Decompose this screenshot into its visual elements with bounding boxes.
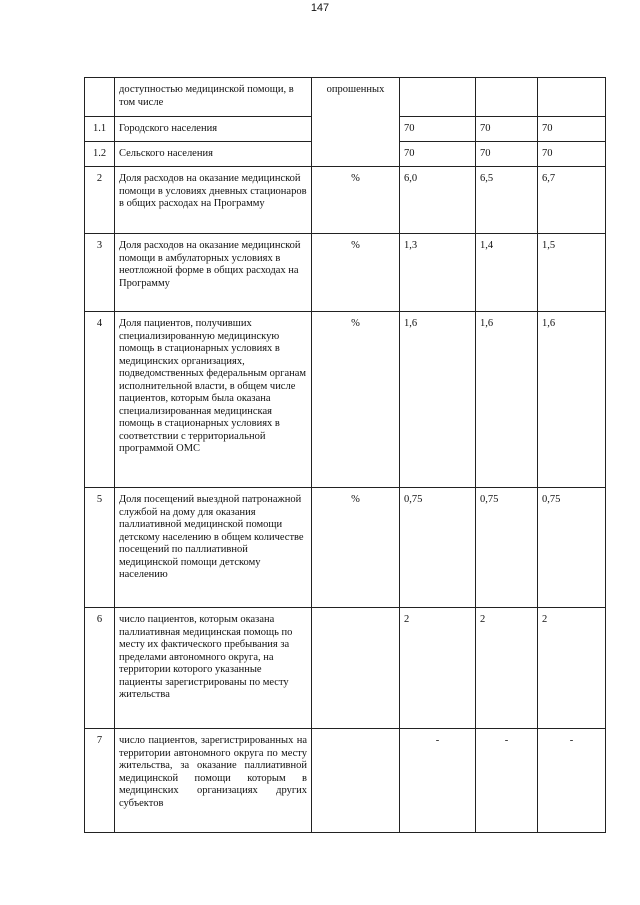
row-number [85,78,115,117]
value-cell: 1,6 [476,312,538,488]
unit-cell [312,729,400,833]
value-cell: 70 [476,117,538,142]
indicator-name: Городского населения [115,117,312,142]
indicators-table [84,77,606,833]
page-number: 147 [310,2,330,14]
table-row [85,608,606,729]
table-row [85,78,606,117]
table-row [85,729,606,833]
row-number: 5 [85,488,115,608]
unit-cell: % [312,167,400,234]
table-row [85,167,606,234]
value-cell [400,78,476,117]
row-number: 6 [85,608,115,729]
table-row [85,312,606,488]
value-cell: 6,5 [476,167,538,234]
indicator-name: Доля расходов на оказание медицинской помощи в условиях дневных стационаров в общих расходах на Программу [115,167,312,234]
value-cell: 1,5 [538,234,606,312]
value-cell: - [538,729,606,833]
value-cell: 70 [538,117,606,142]
value-cell [538,78,606,117]
row-number: 1.2 [85,142,115,167]
table-row [85,488,606,608]
indicator-name: доступностью медицинской помощи, в том числе [115,78,312,117]
unit-cell: % [312,312,400,488]
value-cell [476,78,538,117]
value-cell: 70 [400,142,476,167]
value-cell: 70 [538,142,606,167]
value-cell: 0,75 [476,488,538,608]
value-cell: 1,6 [400,312,476,488]
value-cell: - [400,729,476,833]
indicator-name: Сельского населения [115,142,312,167]
value-cell: 2 [476,608,538,729]
unit-cell: % [312,234,400,312]
indicator-name: Доля пациентов, получивших специализированную медицинскую помощь в стационарных условиях в медицинских организациях, подведомственных федеральным органам исполнительной власти, в общем числе пациентов, которым была оказана специализированная медицинская помощь в стационарных условиях в соответствии с территориальной программой ОМС [115,312,312,488]
value-cell: 0,75 [400,488,476,608]
row-number: 1.1 [85,117,115,142]
row-number: 2 [85,167,115,234]
indicator-name: Доля расходов на оказание медицинской помощи в амбулаторных условиях в неотложной форме в общих расходах на Программу [115,234,312,312]
value-cell: 6,0 [400,167,476,234]
indicator-name: Доля посещений выездной патронажной службой на дому для оказания паллиативной медицинской помощи детскому населению в общем количестве посещений по паллиативной медицинской помощи детскому населению [115,488,312,608]
value-cell: - [476,729,538,833]
value-cell: 70 [400,117,476,142]
value-cell: 2 [400,608,476,729]
value-cell: 1,6 [538,312,606,488]
indicator-name: число пациентов, которым оказана паллиативная медицинская помощь по месту их фактического пребывания за пределами автономного округа, на территории которого указанные пациенты зарегистрированы по месту жительства [115,608,312,729]
row-number: 7 [85,729,115,833]
row-number: 4 [85,312,115,488]
unit-cell: % [312,488,400,608]
value-cell: 6,7 [538,167,606,234]
value-cell: 1,4 [476,234,538,312]
unit-cell [312,608,400,729]
indicator-name: число пациентов, зарегистрированных на территории автономного округа по месту жительства, за оказание паллиативной медицинской помощи которым в медицинских организациях других субъектов [115,729,312,833]
value-cell: 0,75 [538,488,606,608]
value-cell: 2 [538,608,606,729]
value-cell: 1,3 [400,234,476,312]
value-cell: 70 [476,142,538,167]
row-number: 3 [85,234,115,312]
unit-cell: опрошенных [312,78,400,167]
table-row [85,234,606,312]
